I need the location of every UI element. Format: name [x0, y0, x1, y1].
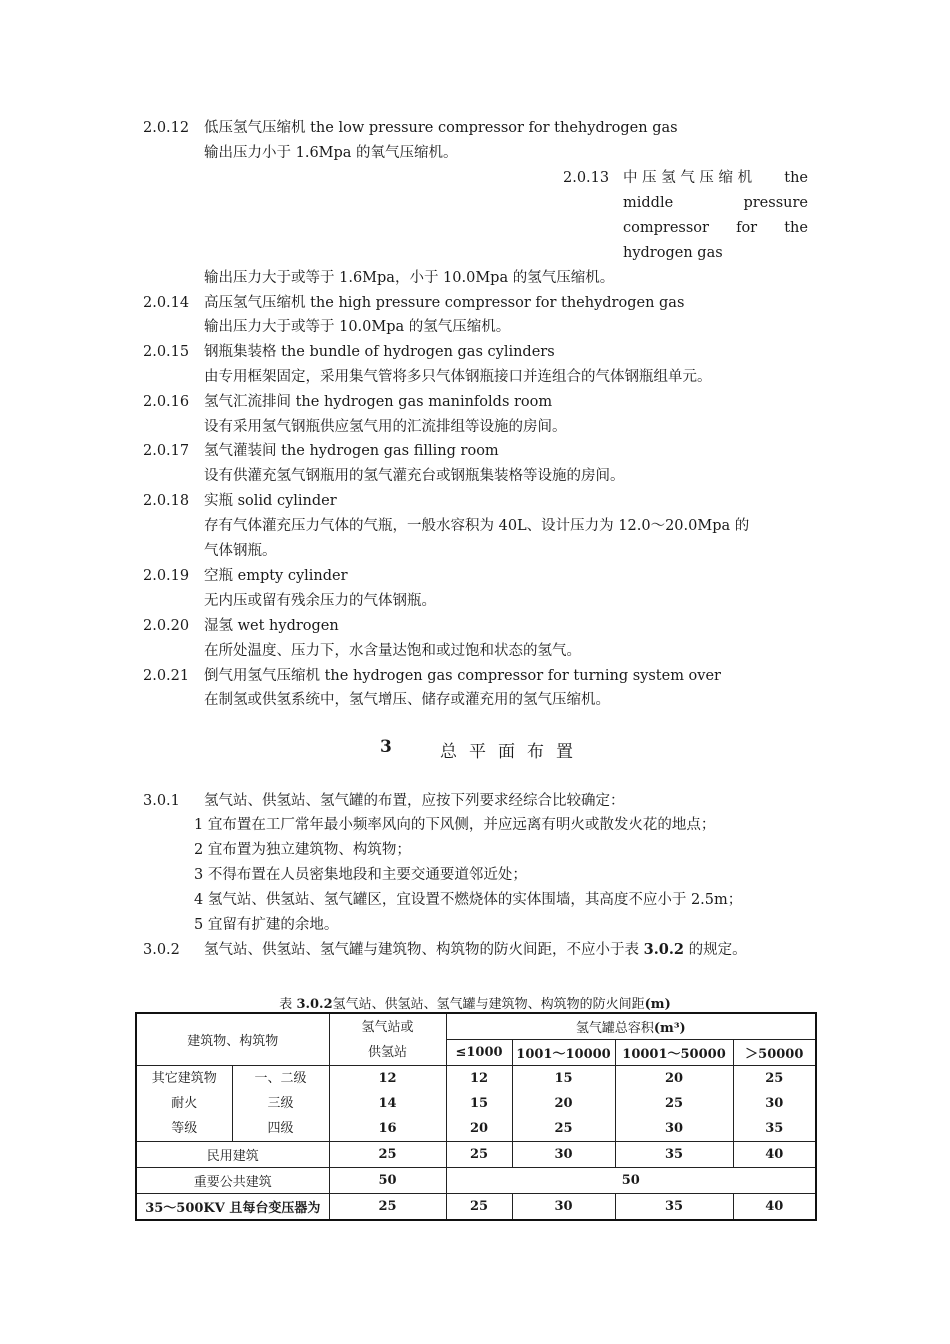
- clause-text-part: 氢气站、供氢站、氢气罐与建筑物、构筑物的防火间距，不应小于表: [204, 942, 639, 958]
- vol-values: [446, 1066, 512, 1142]
- entry-number: 2.0.18: [143, 493, 190, 509]
- table-cell: 25: [765, 1071, 784, 1086]
- entry-term: 氢气灌装间 the hydrogen gas filling room: [204, 443, 499, 459]
- table-row: [136, 1194, 816, 1221]
- caption-number: 3.0.2: [296, 997, 333, 1012]
- term-part: the: [784, 220, 808, 236]
- fire-group-line: 耐火: [171, 1096, 198, 1111]
- table-row: [136, 1168, 816, 1194]
- table-cell: 30: [765, 1096, 784, 1111]
- clause-number: 3.0.1: [143, 793, 180, 809]
- term-part: for: [736, 220, 758, 236]
- entry-description: 在制氢或供氢系统中，氢气增压、储存或灌充用的氢气压缩机。: [204, 692, 610, 708]
- entry-term: 空瓶 empty cylinder: [204, 568, 348, 584]
- header-volume-col: ＞50000: [733, 1040, 816, 1066]
- term-part: pressure: [743, 195, 808, 211]
- entry-number: 2.0.13: [563, 170, 610, 186]
- term-part: 中 压 氢 气 压 缩 机: [623, 170, 753, 186]
- entry-description: 设有供灌充氢气钢瓶用的氢气灌充台或钢瓶集装格等设施的房间。: [204, 468, 625, 484]
- entry-description: 气体钢瓶。: [204, 543, 277, 559]
- header-station-line: 氢气站或: [361, 1019, 414, 1035]
- table-cell: 25: [446, 1142, 512, 1168]
- table-cell: 20: [664, 1071, 684, 1086]
- table-cell: 25: [664, 1096, 684, 1111]
- header-tank-unit: (m³): [653, 1021, 686, 1036]
- caption-prefix: 表: [279, 997, 293, 1012]
- clause-item: 4 氢气站、供氢站、氢气罐区，宜设置不燃烧体的实体围墙，其高度不应小于 2.5m；: [194, 892, 743, 908]
- fire-grade: 四级: [267, 1121, 294, 1136]
- vol-values: [512, 1066, 615, 1142]
- header-building: 建筑物、构筑物: [136, 1013, 329, 1066]
- table-cell: 50: [446, 1168, 816, 1194]
- section-title: 总平面布置: [440, 742, 585, 762]
- entry-term-justified: [623, 166, 808, 266]
- entry-description: 输出压力大于或等于 1.6Mpa，小于 10.0Mpa 的氢气压缩机。: [204, 270, 615, 286]
- table-cell: 25: [329, 1142, 446, 1168]
- entry-term: 钢瓶集装格 the bundle of hydrogen gas cylinders: [204, 344, 555, 360]
- caption-unit: (m): [644, 997, 671, 1012]
- table-cell: 40: [733, 1194, 816, 1221]
- entry-number: 2.0.21: [143, 668, 190, 684]
- table-cell: 35: [615, 1194, 733, 1221]
- header-station: [329, 1013, 446, 1066]
- header-tank-volume: [446, 1013, 816, 1040]
- fire-group-line: 等级: [171, 1121, 198, 1136]
- row-label: 重要公共建筑: [136, 1168, 329, 1194]
- section-number: 3: [380, 737, 392, 757]
- entry-number: 2.0.14: [143, 295, 190, 311]
- term-part: the: [784, 170, 808, 186]
- header-station-line: 供氢站: [368, 1044, 408, 1060]
- header-volume-col: 10001～50000: [615, 1040, 733, 1066]
- fire-grade: 一、二级: [254, 1071, 307, 1086]
- entry-number: 2.0.16: [143, 394, 190, 410]
- table-cell: 20: [554, 1096, 573, 1111]
- clause-item: 2 宜布置为独立建筑物、构筑物；: [194, 842, 411, 858]
- term-part: hydrogen gas: [623, 245, 723, 261]
- clause-text: 氢气站、供氢站、氢气罐的布置，应按下列要求经综合比较确定：: [204, 793, 625, 809]
- table-reference: 3.0.2: [643, 941, 684, 958]
- table-cell: 35: [765, 1121, 784, 1136]
- table-cell: 20: [469, 1121, 489, 1136]
- entry-description: 在所处温度、压力下，水含量达饱和或过饱和状态的氢气。: [204, 643, 581, 659]
- entry-description: 无内压或留有残余压力的气体钢瓶。: [204, 593, 436, 609]
- table-row: [136, 1142, 816, 1168]
- entry-term: 实瓶 solid cylinder: [204, 493, 337, 509]
- entry-number: 2.0.20: [143, 618, 190, 634]
- clause-item: 3 不得布置在人员密集地段和主要交通要道邻近处；: [194, 867, 527, 883]
- term-part: compressor: [623, 220, 709, 236]
- header-volume-col: 1001～10000: [512, 1040, 615, 1066]
- clause-text-part: 的规定。: [688, 942, 747, 958]
- entry-term: 低压氢气压缩机 the low pressure compressor for thehydrogen gas: [204, 120, 678, 136]
- fire-group-line: 其它建筑物: [151, 1071, 217, 1086]
- fire-group-label: [136, 1066, 232, 1142]
- term-part: middle: [623, 195, 674, 211]
- station-value: 12: [378, 1071, 397, 1086]
- table-cell: 40: [733, 1142, 816, 1168]
- row-label: 民用建筑: [136, 1142, 329, 1168]
- entry-number: 2.0.17: [143, 443, 190, 459]
- table-cell: 15: [554, 1071, 573, 1086]
- table-cell: 35: [615, 1142, 733, 1168]
- entry-term: 氢气汇流排间 the hydrogen gas maninfolds room: [204, 394, 553, 410]
- fire-grade: 三级: [267, 1096, 294, 1111]
- header-tank-label: 氢气罐总容积: [575, 1021, 654, 1036]
- table-caption: [0, 993, 950, 1012]
- entry-term: 湿氢 wet hydrogen: [204, 618, 339, 634]
- row-label: 35～500KV 且每台变压器为: [136, 1194, 329, 1221]
- clause-item: 1 宜布置在工厂常年最小频率风向的下风侧，并应远离有明火或散发火花的地点；: [194, 817, 716, 833]
- clause-item: 5 宜留有扩建的余地。: [194, 917, 339, 933]
- clause-text: [204, 940, 747, 960]
- table-cell: 15: [469, 1096, 489, 1111]
- entry-term: 倒气用氢气压缩机 the hydrogen gas compressor for turning system over: [204, 668, 721, 684]
- table-cell: 12: [469, 1071, 489, 1086]
- entry-description: 存有气体灌充压力气体的气瓶，一般水容积为 40L、设计压力为 12.0～20.0Mpa 的: [204, 518, 750, 534]
- entry-description: 输出压力大于或等于 10.0Mpa 的氢气压缩机。: [204, 319, 511, 335]
- table-cell: 25: [329, 1194, 446, 1221]
- table-cell: 30: [512, 1142, 615, 1168]
- fire-grade-cells: [232, 1066, 329, 1142]
- station-values: [329, 1066, 446, 1142]
- table-cell: 25: [554, 1121, 573, 1136]
- entry-description: 输出压力小于 1.6Mpa 的氧气压缩机。: [204, 145, 458, 161]
- entry-number: 2.0.15: [143, 344, 190, 360]
- header-volume-col: ≤1000: [446, 1040, 512, 1066]
- caption-text: 氢气站、供氢站、氢气罐与建筑物、构筑物的防火间距: [332, 997, 645, 1012]
- entry-description: 设有采用氢气钢瓶供应氢气用的汇流排组等设施的房间。: [204, 419, 567, 435]
- entry-description: 由专用框架固定，采用集气管将多只气体钢瓶接口并连组合的气体钢瓶组单元。: [204, 369, 712, 385]
- vol-values: [615, 1066, 733, 1142]
- station-value: 14: [378, 1096, 397, 1111]
- entry-number: 2.0.12: [143, 120, 190, 136]
- vol-values: [733, 1066, 816, 1142]
- entry-term: 高压氢气压缩机 the high pressure compressor for thehydrogen gas: [204, 295, 685, 311]
- table-cell: 30: [664, 1121, 684, 1136]
- station-value: 16: [378, 1121, 397, 1136]
- table-cell: 30: [512, 1194, 615, 1221]
- table-cell: 25: [446, 1194, 512, 1221]
- entry-number: 2.0.19: [143, 568, 190, 584]
- table-header-row: [136, 1013, 816, 1040]
- table-cell: 50: [329, 1168, 446, 1194]
- fire-distance-table: [135, 1012, 817, 1221]
- clause-number: 3.0.2: [143, 942, 180, 958]
